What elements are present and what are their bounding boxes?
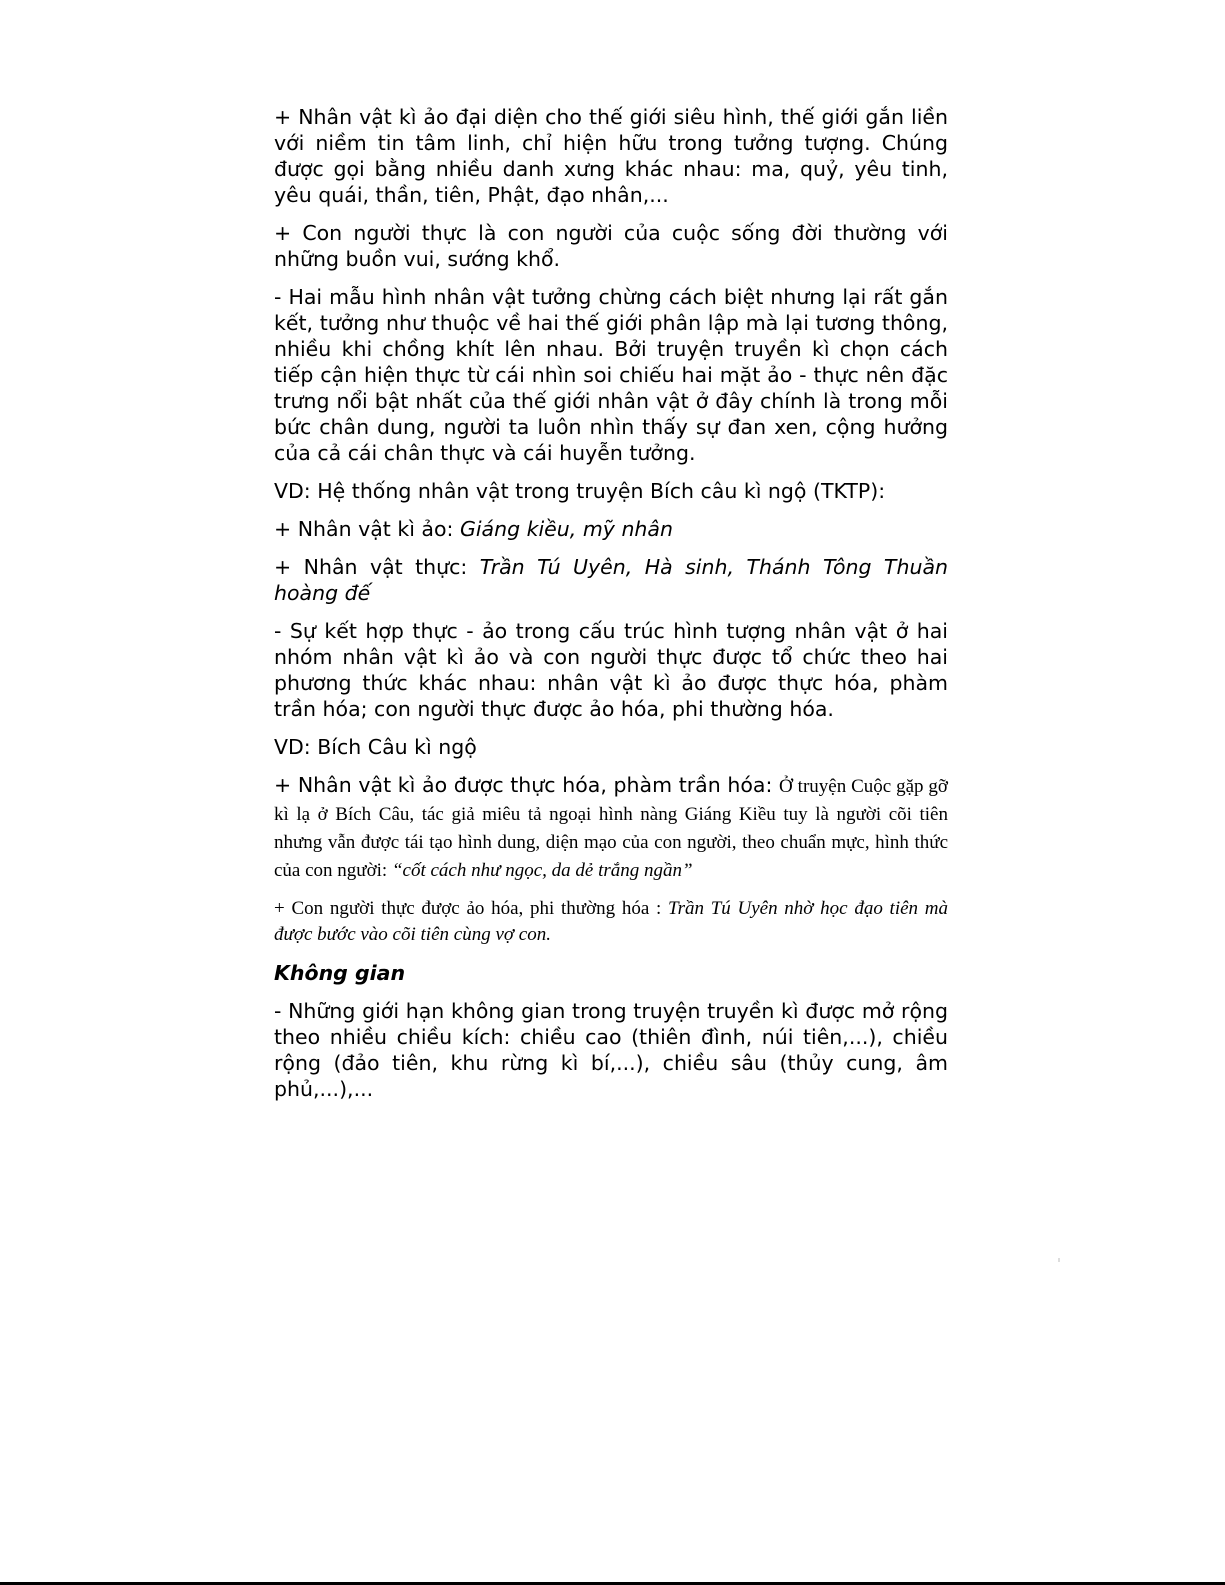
paragraph-example-bich-cau: VD: Bích Câu kì ngộ	[274, 735, 477, 759]
paragraph-two-character-types: - Hai mẫu hình nhân vật tưởng chừng cách biệt nhưng lại rất gắn kết, tưởng như thuộc về hai thế giới phân lập mà lại tương thông, nhiều khi chồng khít lên nhau. Bởi truyện truyền kì chọn cách tiếp cận hiện thực từ cái nhìn soi chiếu hai mặt ảo - thực nên đặc trưng nổi bật nhất của thế giới nhân vật ở đây chính là trong mỗi bức chân dung, người ta luôn nhìn thấy sự đan xen, cộng hưởng của cả cái chân thực và cái huyễn tưởng.	[274, 285, 948, 465]
paragraph-combination: - Sự kết hợp thực - ảo trong cấu trúc hình tượng nhân vật ở hai nhóm nhân vật kì ảo và con người thực được tổ chức theo hai phương thức khác nhau: nhân vật kì ảo được thực hóa, phàm trần hóa; con người thực được ảo hóa, phi thường hóa.	[274, 619, 948, 721]
paragraph-example-system: VD: Hệ thống nhân vật trong truyện Bích câu kì ngộ (TKTP):	[274, 479, 886, 503]
paragraph-real-example	[274, 554, 948, 606]
section-heading: Không gian	[274, 961, 406, 985]
paragraph-real-idealized	[274, 896, 948, 948]
lead-text: + Nhân vật kì ảo được thực hóa, phàm trần hóa:	[274, 773, 780, 797]
serif-text: Ở truyện Cuộc gặp gỡ kì lạ ở Bích Câu, tác giả miêu tả ngoại hình nàng Giáng Kiều tuy là người cõi tiên nhưng vẫn được tái tạo hình dung, diện mạo của con người, theo chuẩn mực, hình thức của con người:	[274, 776, 948, 881]
italic-names: Trần Tú Uyên, Hà sinh, Thánh Tông Thuần hoàng đế	[274, 555, 948, 605]
lead-text: + Nhân vật kì ảo:	[274, 517, 460, 541]
paragraph-space-limits: - Những giới hạn không gian trong truyện truyền kì được mở rộng theo nhiều chiều kích: chiều cao (thiên đình, núi tiên,...), chiều rộng (đảo tiên, khu rừng kì bí,...), chiều sâu (thủy cung, âm phủ,...),...	[274, 999, 948, 1101]
lead-text: + Nhân vật thực:	[274, 555, 480, 579]
document-page	[274, 104, 948, 1114]
italic-text: Trần Tú Uyên nhờ học đạo tiên mà được bước vào cõi tiên cùng vợ con.	[274, 898, 948, 945]
paragraph-real-people: + Con người thực là con người của cuộc sống đời thường với những buồn vui, sướng khổ.	[274, 221, 948, 271]
paragraph-supernatural-example	[274, 516, 948, 542]
quote-text: “cốt cách như ngọc, da dẻ trắng ngần”	[391, 860, 693, 881]
paragraph-supernatural-realized	[274, 772, 948, 884]
paragraph-supernatural-characters: + Nhân vật kì ảo đại diện cho thế giới siêu hình, thế giới gắn liền với niềm tin tâm linh, chỉ hiện hữu trong tưởng tượng. Chúng được gọi bằng nhiều danh xưng khác nhau: ma, quỷ, yêu tinh, yêu quái, thần, tiên, Phật, đạo nhân,...	[274, 105, 948, 207]
scan-speck	[1058, 1258, 1060, 1262]
lead-text: + Con người thực được ảo hóa, phi thường hóa :	[274, 898, 669, 919]
italic-names: Giáng kiều, mỹ nhân	[459, 517, 673, 541]
